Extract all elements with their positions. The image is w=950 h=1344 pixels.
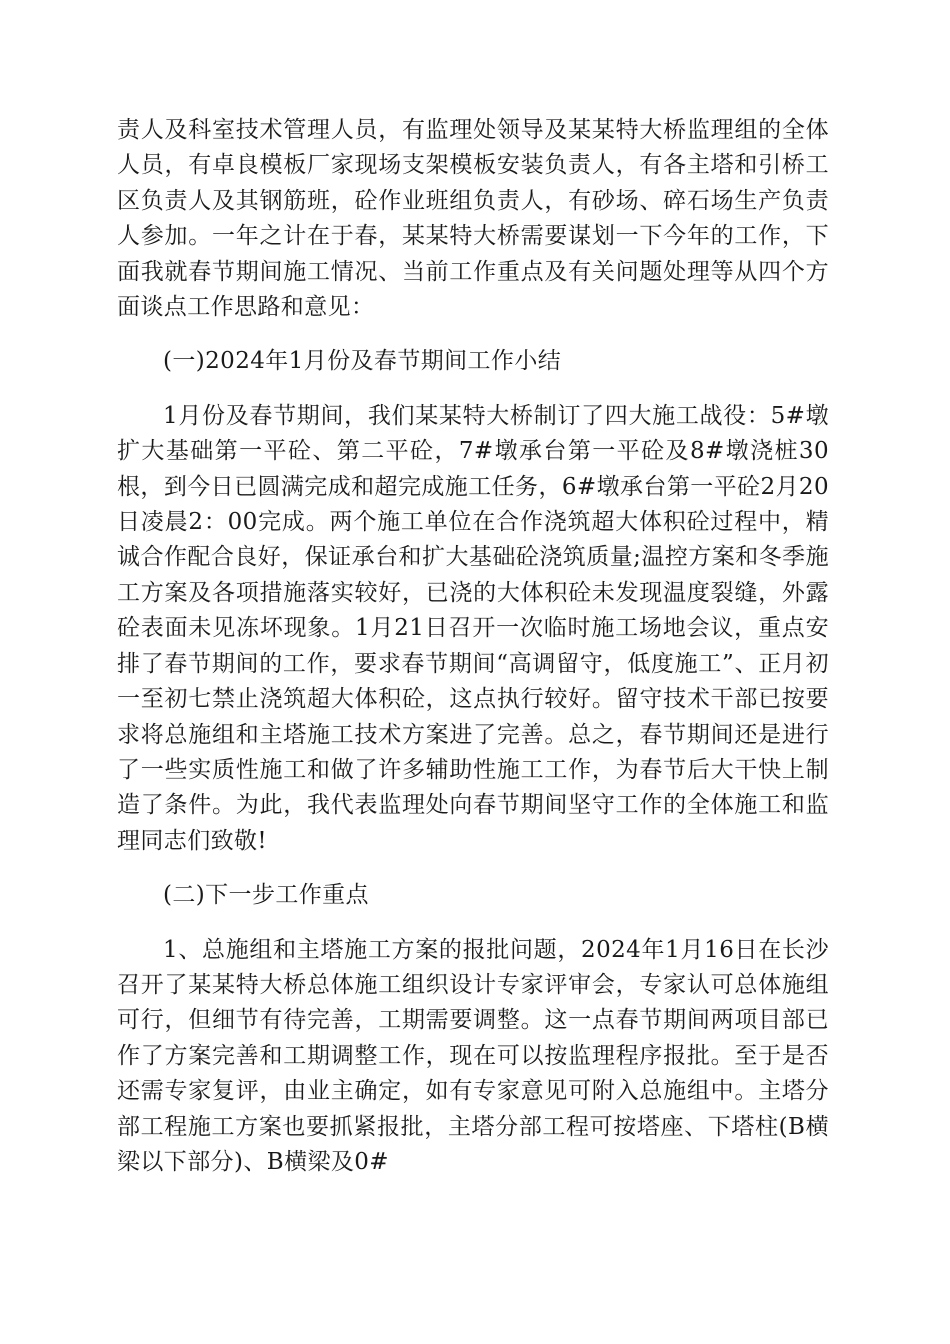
section-1-paragraph: 1月份及春节期间，我们某某特大桥制订了四大施工战役：5#墩扩大基础第一平砼、第二平砼，7#墩承台第一平砼及8#墩浇桩30根，到今日已圆满完成和超完成施工任务，6#墩承台第一平砼2月20日凌晨2：00完成。两个施工单位在合作浇筑超大体积砼过程中，精诚合作配合良好，保证承台和扩大基础砼浇筑质量;温控方案和冬季施工方案及各项措施落实较好，已浇的大体积砼未发现温度裂缝，外露砼表面未见冻坏现象。1月21日召开一次临时施工场地会议，重点安排了春节期间的工作，要求春节期间“高调留守，低度施工”、正月初一至初七禁止浇筑超大体积砼，这点执行较好。留守技术干部已按要求将总施组和主塔施工技术方案进了完善。总之，春节期间还是进行了一些实质性施工和做了许多辅助性施工工作，为春节后大干快上制造了条件。为此，我代表监理处向春节期间坚守工作的全体施工和监理同志们致敬! — [117, 402, 829, 854]
document-page — [117, 113, 829, 1180]
section-2-heading: (二)下一步工作重点 — [163, 882, 369, 909]
paragraph-gap — [117, 859, 829, 878]
section-1-heading: (一)2024年1月份及春节期间工作小结 — [163, 348, 562, 375]
intro-paragraph: 责人及科室技术管理人员，有监理处领导及某某特大桥监理组的全体人员，有卓良模板厂家现场支架模板安装负责人，有各主塔和引桥工区负责人及其钢筋班，砼作业班组负责人，有砂场、碎石场生产负责人参加。一年之计在于春，某某特大桥需要谋划一下今年的工作，下面我就春节期间施工情况、当前工作重点及有关问题处理等从四个方面谈点工作思路和意见： — [117, 117, 829, 321]
section-2-paragraph: 1、总施组和主塔施工方案的报批问题，2024年1月16日在长沙召开了某某特大桥总体施工组织设计专家评审会，专家认可总体施组可行，但细节有待完善，工期需要调整。这一点春节期间两项目部已作了方案完善和工期调整工作，现在可以按监理程序报批。至于是否还需专家复评，由业主确定，如有专家意见可附入总施组中。主塔分部工程施工方案也要抓紧报批，主塔分部工程可按塔座、下塔柱(B横梁以下部分)、B横梁及0# — [117, 936, 829, 1175]
paragraph-gap — [117, 914, 829, 933]
paragraph-gap — [117, 380, 829, 399]
paragraph-gap — [117, 325, 829, 344]
